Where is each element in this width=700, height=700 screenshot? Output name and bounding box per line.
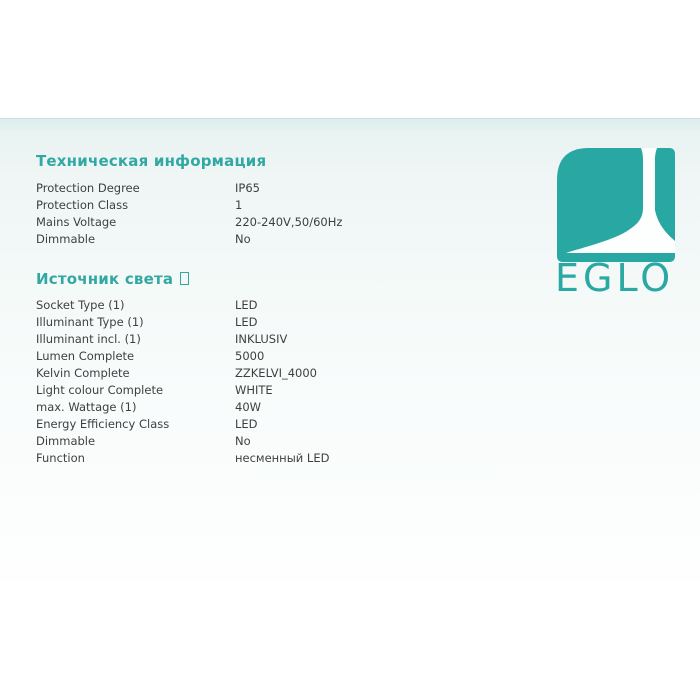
- spec-row: [36, 180, 342, 197]
- spec-row: [36, 314, 329, 331]
- spec-row: [36, 231, 342, 248]
- spec-label: Function: [36, 451, 85, 465]
- spec-label: Energy Efficiency Class: [36, 417, 170, 431]
- spec-value: 1: [235, 198, 243, 212]
- spec-label: Lumen Complete: [36, 349, 135, 363]
- spec-value: 40W: [235, 400, 262, 414]
- spec-label: Protection Class: [36, 198, 129, 212]
- spec-row: [36, 382, 329, 399]
- spec-row: [36, 348, 329, 365]
- spec-row: [36, 450, 329, 467]
- spec-value: INKLUSIV: [235, 332, 288, 346]
- spec-value: IP65: [235, 181, 260, 195]
- section-title-text: Техническая информация: [36, 152, 267, 170]
- spec-value: LED: [235, 315, 258, 329]
- info-icon[interactable]: [180, 272, 189, 285]
- spec-value: 5000: [235, 349, 265, 363]
- spec-value: No: [235, 434, 251, 448]
- spec-value: No: [235, 232, 251, 246]
- spec-label: Dimmable: [36, 232, 96, 246]
- spec-value: LED: [235, 417, 258, 431]
- spec-value: LED: [235, 298, 258, 312]
- spec-label: Dimmable: [36, 434, 96, 448]
- light-source-table: [36, 297, 329, 467]
- spec-label: Socket Type (1): [36, 298, 125, 312]
- spec-row: [36, 214, 342, 231]
- section-title-technical-information: [36, 152, 266, 170]
- spec-row: [36, 433, 329, 450]
- spec-value: WHITE: [235, 383, 273, 397]
- spec-label: Protection Degree: [36, 181, 140, 195]
- spec-row: [36, 331, 329, 348]
- spec-value: ZZKELVI_4000: [235, 366, 317, 380]
- spec-label: Mains Voltage: [36, 215, 117, 229]
- eglo-logo: [555, 148, 677, 300]
- spec-label: Light colour Complete: [36, 383, 164, 397]
- spec-row: [36, 197, 342, 214]
- spec-label: max. Wattage (1): [36, 400, 137, 414]
- logo-wordmark: EGLO: [555, 256, 675, 300]
- spec-row: [36, 416, 329, 433]
- spec-label: Illuminant Type (1): [36, 315, 144, 329]
- spec-row: [36, 365, 329, 382]
- pendant-lamp-icon: [557, 148, 675, 262]
- section-title-text: Источник света: [36, 270, 174, 288]
- spec-value: несменный LED: [235, 451, 330, 465]
- spec-row: [36, 399, 329, 416]
- spec-value: 220-240V,50/60Hz: [235, 215, 343, 229]
- technical-information-table: [36, 180, 342, 248]
- spec-label: Illuminant incl. (1): [36, 332, 141, 346]
- spec-row: [36, 297, 329, 314]
- section-title-light-source: [36, 270, 189, 288]
- spec-label: Kelvin Complete: [36, 366, 130, 380]
